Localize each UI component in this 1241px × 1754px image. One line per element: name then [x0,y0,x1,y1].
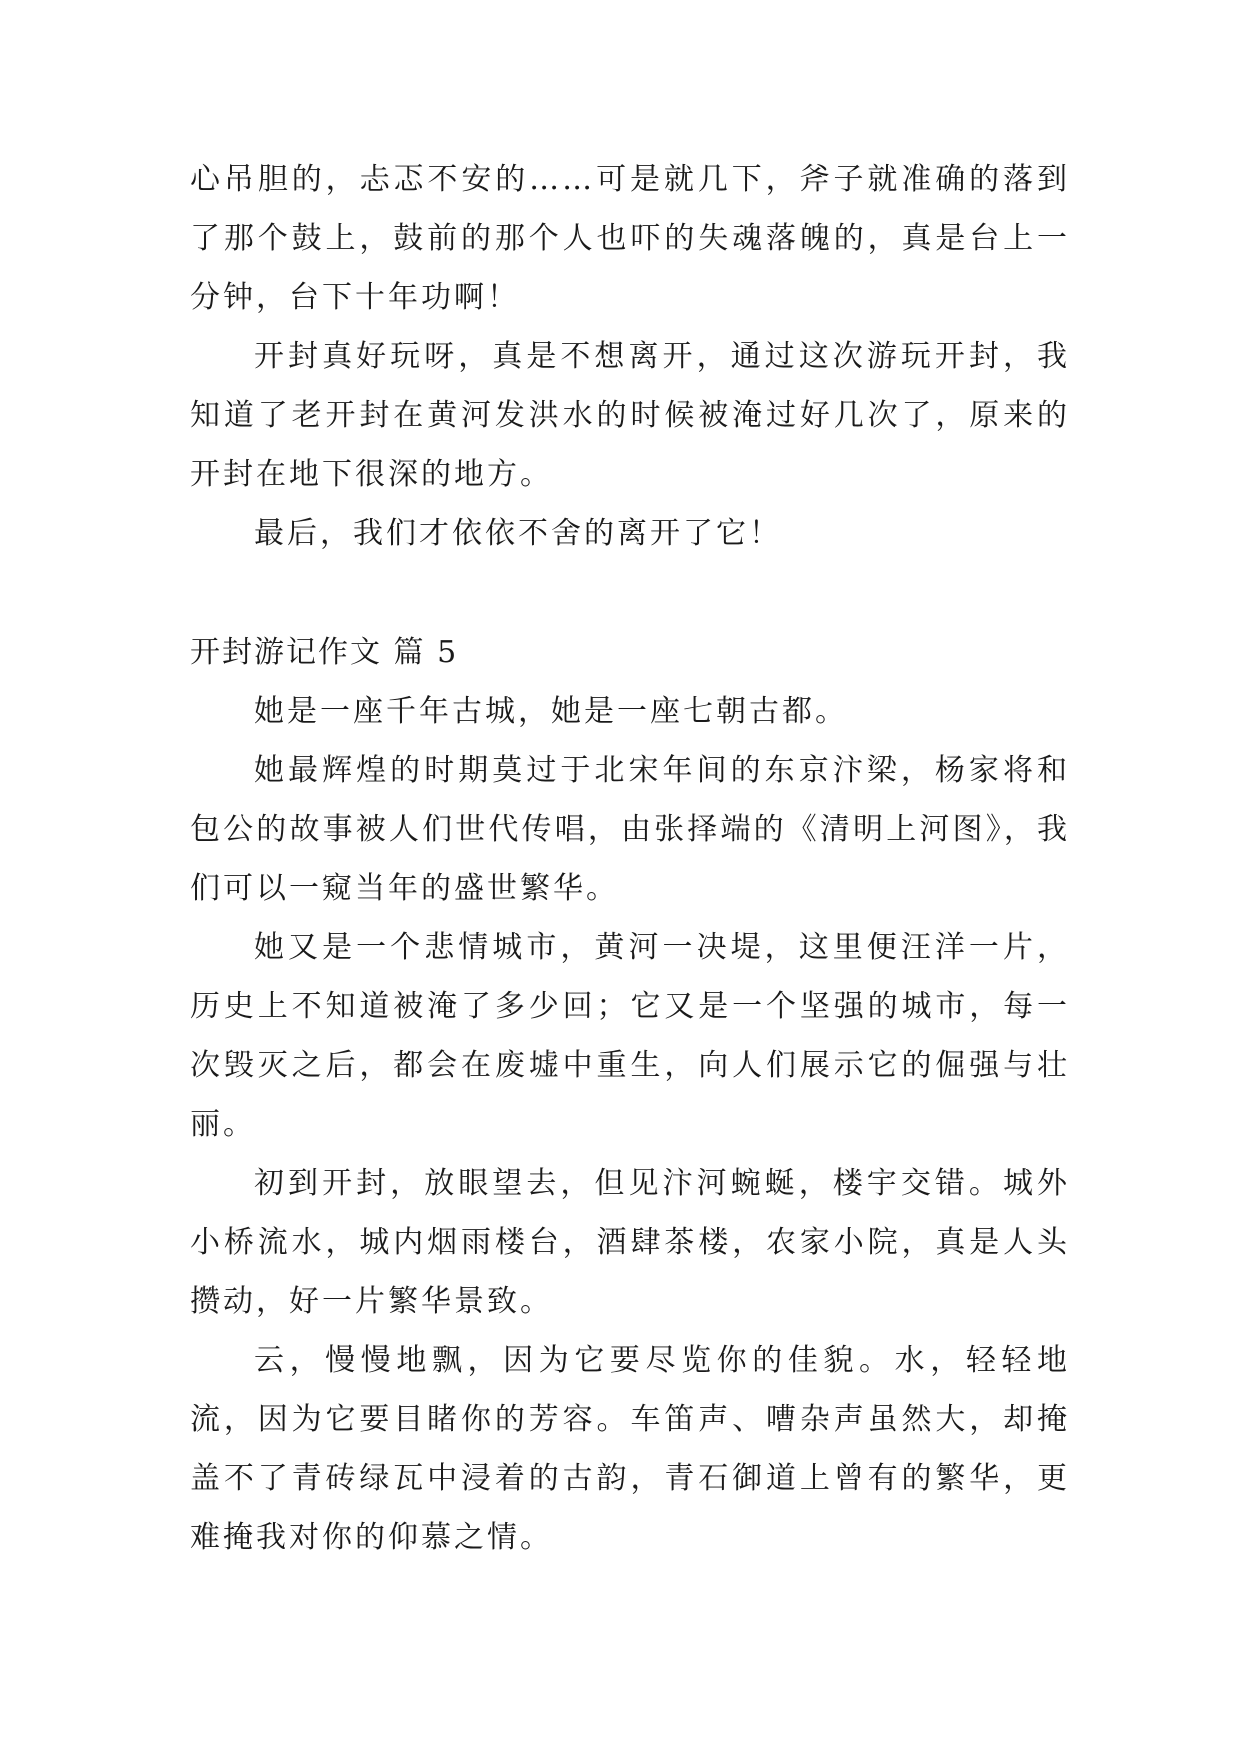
paragraph: 初到开封，放眼望去，但见汴河蜿蜒，楼宇交错。城外小桥流水，城内烟雨楼台，酒肆茶楼，农家小院，真是人头攒动，好一片繁华景致。 [190,1166,1070,1319]
paragraph: 她又是一个悲情城市，黄河一决堤，这里便汪洋一片，历史上不知道被淹了多少回；它又是一个坚强的城市，每一次毁灭之后，都会在废墟中重生，向人们展示它的倔强与壮丽。 [190,930,1070,1142]
section-heading: 开封游记作文 篇 5 [190,635,459,670]
paragraph: 她是一座千年古城，她是一座七朝古都。 [254,694,848,729]
paragraph: 她最辉煌的时期莫过于北宋年间的东京汴梁，杨家将和包公的故事被人们世代传唱，由张择端的《清明上河图》，我们可以一窥当年的盛世繁华。 [190,753,1070,906]
paragraph: 开封真好玩呀，真是不想离开，通过这次游玩开封，我知道了老开封在黄河发洪水的时候被淹过好几次了，原来的开封在地下很深的地方。 [190,339,1070,492]
paragraph-continuation: 心吊胆的，忐忑不安的……可是就几下，斧子就准确的落到了那个鼓上，鼓前的那个人也吓的失魂落魄的，真是台上一分钟，台下十年功啊！ [190,162,1070,315]
paragraph: 云，慢慢地飘，因为它要尽览你的佳貌。水，轻轻地流，因为它要目睹你的芳容。车笛声、嘈杂声虽然大，却掩盖不了青砖绿瓦中浸着的古韵，青石御道上曾有的繁华，更难掩我对你的仰慕之情。 [190,1343,1070,1555]
paragraph: 最后，我们才依依不舍的离开了它！ [254,516,782,551]
section-gap [190,563,1070,623]
document-page [190,150,1070,1567]
